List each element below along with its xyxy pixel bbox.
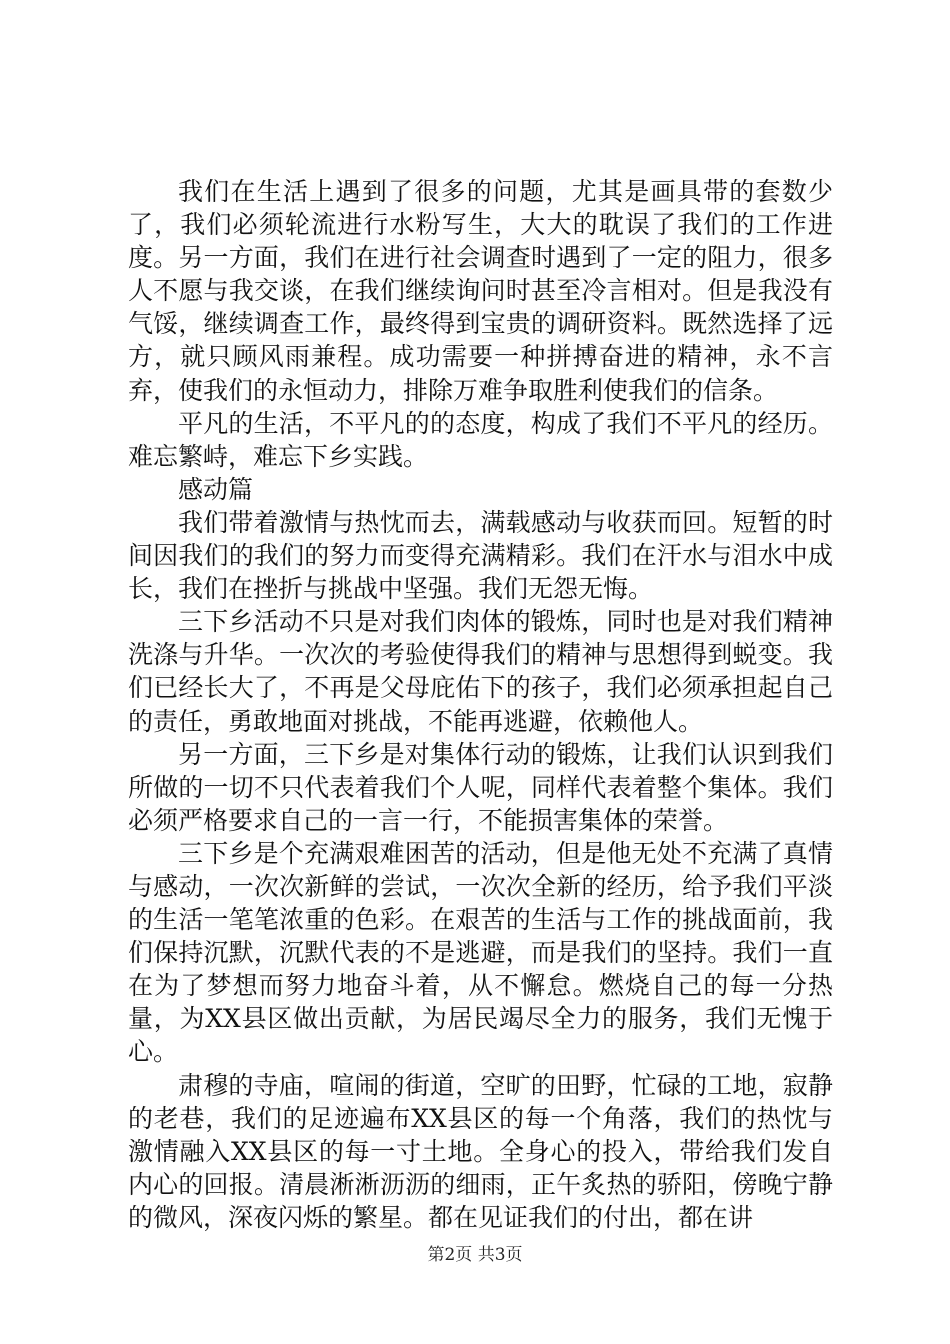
paragraph-5: 另一方面，三下乡是对集体行动的锻炼，让我们认识到我们所做的一切不只代表着我们个人呢，同样代表着整个集体。我们必须严格要求自己的一言一行，不能损害集体的荣誉。 xyxy=(128,739,833,835)
section-heading: 感动篇 xyxy=(178,474,254,504)
document-body xyxy=(128,175,833,1234)
paragraph-2: 平凡的生活，不平凡的的态度，构成了我们不平凡的经历。难忘繁峙，难忘下乡实践。 xyxy=(128,408,833,471)
page-number-footer: 第2页 共3页 xyxy=(427,1245,523,1265)
paragraph-3: 我们带着激情与热忱而去，满载感动与收获而回。短暂的时间因我们的我们的努力而变得充满精彩。我们在汗水与泪水中成长，我们在挫折与挑战中坚强。我们无怨无悔。 xyxy=(128,507,833,604)
paragraph-6: 三下乡是个充满艰难困苦的活动，但是他无处不充满了真情与感动，一次次新鲜的尝试，一次次全新的经历，给予我们平淡的生活一笔笔浓重的色彩。在艰苦的生活与工作的挑战面前，我们保持沉默，沉默代表的不是逃避，而是我们的坚持。我们一直在为了梦想而努力地奋斗着，从不懈怠。燃烧自己的每一分热量，为XX县区做出贡献，为居民竭尽全力的服务，我们无愧于心。 xyxy=(128,838,833,1067)
paragraph-1: 我们在生活上遇到了很多的问题，尤其是画具带的套数少了，我们必须轮流进行水粉写生，大大的耽误了我们的工作进度。另一方面，我们在进行社会调查时遇到了一定的阻力，很多人不愿与我交谈，在我们继续询问时甚至冷言相对。但是我没有气馁，继续调查工作，最终得到宝贵的调研资料。既然选择了远方，就只顾风雨兼程。成功需要一种拼搏奋进的精神，永不言弃，使我们的永恒动力，排除万难争取胜利使我们的信条。 xyxy=(128,177,833,405)
paragraph-7: 肃穆的寺庙，喧闹的街道，空旷的田野，忙碌的工地，寂静的老巷，我们的足迹遍布XX县区的每一个角落，我们的热忱与激情融入XX县区的每一寸土地。全身心的投入，带给我们发自内心的回报。清晨淅淅沥沥的细雨，正午炙热的骄阳，傍晚宁静的微风，深夜闪烁的繁星。都在见证我们的付出，都在讲 xyxy=(128,1070,833,1232)
paragraph-4: 三下乡活动不只是对我们肉体的锻炼，同时也是对我们精神洗涤与升华。一次次的考验使得我们的精神与思想得到蜕变。我们已经长大了，不再是父母庇佑下的孩子，我们必须承担起自己的责任，勇敢地面对挑战，不能再逃避，依赖他人。 xyxy=(128,607,833,736)
